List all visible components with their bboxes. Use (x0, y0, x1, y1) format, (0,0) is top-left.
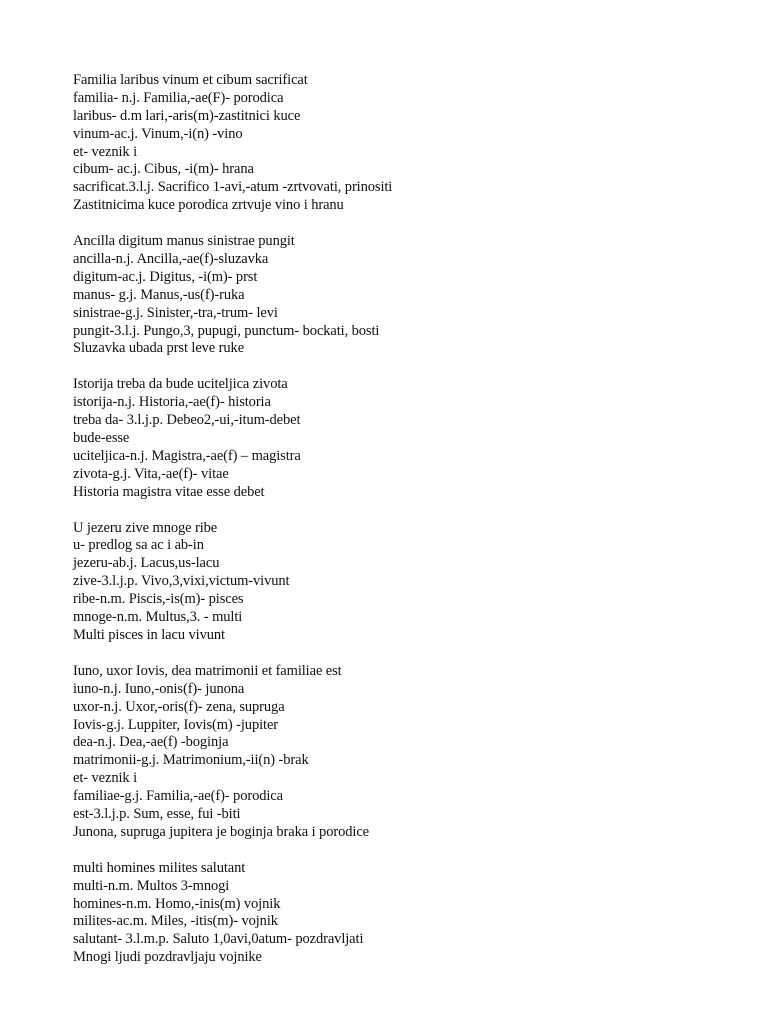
sentence-block-1 (73, 72, 733, 215)
sentence-block-6 (73, 860, 733, 967)
sentence-latin: Ancilla digitum manus sinistrae pungit (73, 233, 295, 250)
word-analysis: mnoge-n.m. Multus,3. - multi (73, 609, 243, 626)
document-page (73, 72, 733, 985)
word-analysis: vinum-ac.j. Vinum,-i(n) -vino (73, 125, 243, 142)
word-analysis: bude-esse (73, 430, 130, 447)
word-analysis: salutant- 3.l.m.p. Saluto 1,0avi,0atum- pozdravljati (73, 931, 364, 948)
sentence-translation: Sluzavka ubada prst leve ruke (73, 340, 245, 357)
word-analysis: familia- n.j. Familia,-ae(F)- porodica (73, 89, 284, 106)
sentence-block-5 (73, 663, 733, 842)
word-analysis: istorija-n.j. Historia,-ae(f)- historia (73, 394, 271, 411)
word-analysis: uciteljica-n.j. Magistra,-ae(f) – magistra (73, 447, 301, 464)
word-analysis: uxor-n.j. Uxor,-oris(f)- zena, supruga (73, 698, 285, 715)
word-analysis: milites-ac.m. Miles, -itis(m)- vojnik (73, 913, 278, 930)
sentence-translation: Historia magistra vitae esse debet (73, 483, 265, 500)
word-analysis: treba da- 3.l.j.p. Debeo2,-ui,-itum-debet (73, 412, 301, 429)
sentence-latin: Iuno, uxor Iovis, dea matrimonii et familiae est (73, 662, 342, 679)
sentence-block-2 (73, 233, 733, 358)
sentence-latin: multi homines milites salutant (73, 859, 246, 876)
word-analysis: Iovis-g.j. Luppiter, Iovis(m) -jupiter (73, 716, 279, 733)
sentence-translation: Zastitnicima kuce porodica zrtvuje vino i hranu (73, 197, 344, 214)
word-analysis: homines-n.m. Homo,-inis(m) vojnik (73, 895, 281, 912)
word-analysis: manus- g.j. Manus,-us(f)-ruka (73, 286, 245, 303)
word-analysis: dea-n.j. Dea,-ae(f) -boginja (73, 734, 229, 751)
sentence-serbian: U jezeru zive mnoge ribe (73, 519, 218, 536)
sentence-block-4 (73, 520, 733, 645)
word-analysis: multi-n.m. Multos 3-mnogi (73, 877, 230, 894)
word-analysis: ancilla-n.j. Ancilla,-ae(f)-sluzavka (73, 251, 269, 268)
word-analysis: est-3.l.j.p. Sum, esse, fui -biti (73, 805, 241, 822)
word-analysis: familiae-g.j. Familia,-ae(f)- porodica (73, 788, 283, 805)
word-analysis: laribus- d.m lari,-aris(m)-zastitnici kuce (73, 107, 301, 124)
sentence-serbian: Istorija treba da bude uciteljica zivota (73, 376, 288, 393)
word-analysis: matrimonii-g.j. Matrimonium,-ii(n) -brak (73, 752, 309, 769)
word-analysis: u- predlog sa ac i ab-in (73, 537, 204, 554)
word-analysis: jezeru-ab.j. Lacus,us-lacu (73, 555, 220, 572)
word-analysis: zivota-g.j. Vita,-ae(f)- vitae (73, 465, 229, 482)
sentence-block-3 (73, 376, 733, 501)
word-analysis: et- veznik i (73, 770, 138, 787)
word-analysis: ribe-n.m. Piscis,-is(m)- pisces (73, 591, 244, 608)
word-analysis: digitum-ac.j. Digitus, -i(m)- prst (73, 268, 258, 285)
word-analysis: et- veznik i (73, 143, 138, 160)
word-analysis: pungit-3.l.j. Pungo,3, pupugi, punctum- bockati, bosti (73, 322, 380, 339)
word-analysis: cibum- ac.j. Cibus, -i(m)- hrana (73, 161, 254, 178)
sentence-translation: Mnogi ljudi pozdravljaju vojnike (73, 949, 262, 966)
sentence-translation: Multi pisces in lacu vivunt (73, 626, 225, 643)
word-analysis: sacrificat.3.l.j. Sacrifico 1-avi,-atum -zrtvovati, prinositi (73, 179, 393, 196)
sentence-latin: Familia laribus vinum et cibum sacrificat (73, 72, 308, 88)
sentence-translation: Junona, supruga jupitera je boginja braka i porodice (73, 823, 369, 840)
word-analysis: zive-3.l.j.p. Vivo,3,vixi,victum-vivunt (73, 573, 290, 590)
word-analysis: iuno-n.j. Iuno,-onis(f)- junona (73, 680, 245, 697)
word-analysis: sinistrae-g.j. Sinister,-tra,-trum- levi (73, 304, 278, 321)
